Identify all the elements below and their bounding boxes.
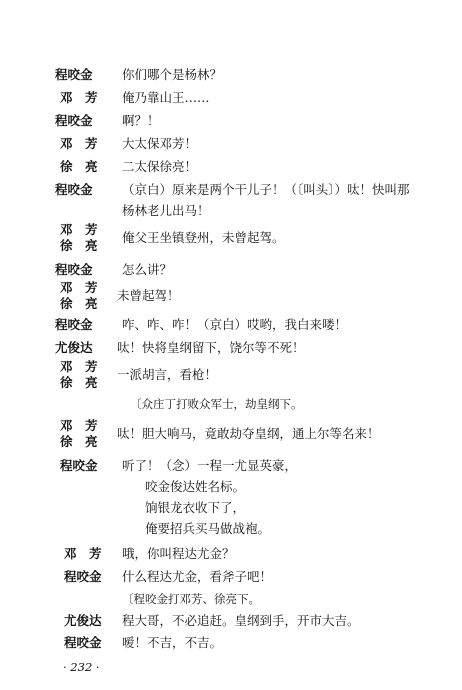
speaker-deng-fang: 邓 芳 [60,280,98,295]
dialogue-line: 啊？！ [122,113,160,128]
verse-line: 饷银龙衣收下了， [145,500,246,515]
speaker-cheng-yaojin: 程咬金 [55,113,93,128]
dialogue-line: 大太保邓芳！ [122,136,198,151]
speaker-deng-fang: 邓 芳 [64,546,102,561]
dialogue-line: 你们哪个是杨林？ [122,67,223,82]
speaker-xu-liang: 徐 亮 [60,375,98,390]
dialogue-continuation: 杨林老儿出马！ [122,203,210,218]
dialogue-line: 一派胡言，看枪！ [117,367,218,382]
dialogue-line: 呔！快将皇纲留下，饶尔等不死！ [117,340,305,355]
dialogue-line: 什么程达尤金，看斧子吧！ [122,569,273,584]
dialogue-line: （京白）原来是两个干儿子！（〔叫头〕）呔！快叫那 [122,182,410,197]
speaker-cheng-yaojin: 程咬金 [55,182,93,197]
speaker-deng-fang: 邓 芳 [60,90,98,105]
verse-line: 咬金俊达姓名标。 [145,479,246,494]
speaker-you-junda: 尤俊达 [55,340,93,355]
dialogue-line: 二太保徐亮！ [122,159,198,174]
dialogue-line: 俺乃靠山王…… [122,90,210,105]
page-number: · 232 · [63,660,100,674]
dialogue-line: 未曾起驾！ [117,288,180,303]
dialogue-line: 怎么讲？ [122,262,173,277]
verse-line: 俺要招兵买马做战袍。 [145,521,271,536]
stage-direction: 〔程咬金打邓芳、徐亮下。 [122,592,260,606]
speaker-xu-liang: 徐 亮 [60,434,98,449]
speaker-cheng-yaojin: 程咬金 [55,317,93,332]
speaker-cheng-yaojin: 程咬金 [55,67,93,82]
speaker-xu-liang: 徐 亮 [60,159,98,174]
dialogue-line: 呔！胆大响马，竟敢劫夺皇纲，通上尔等名来！ [117,426,380,441]
speaker-cheng-yaojin: 程咬金 [64,635,102,650]
speaker-deng-fang: 邓 芳 [60,136,98,151]
speaker-deng-fang: 邓 芳 [60,222,98,237]
stage-direction: 〔众庄丁打败众军士，劫皇纲下。 [130,397,303,411]
speaker-deng-fang: 邓 芳 [60,418,98,433]
speaker-cheng-yaojin: 程咬金 [60,458,98,473]
speaker-cheng-yaojin: 程咬金 [55,262,93,277]
dialogue-line: 嗳！不吉，不吉。 [122,635,223,650]
speaker-cheng-yaojin: 程咬金 [64,569,102,584]
dialogue-line: 听了！（念）一程一尤显英豪， [122,458,298,473]
dialogue-line: 程大哥，不必追赶。皇纲到手，开市大吉。 [122,613,360,628]
dialogue-line: 哦，你叫程达尤金？ [122,546,235,561]
speaker-xu-liang: 徐 亮 [60,296,98,311]
dialogue-line: 咋、咋、咋！（京白）哎哟，我白来喽！ [122,317,348,332]
speaker-deng-fang: 邓 芳 [60,359,98,374]
speaker-you-junda: 尤俊达 [64,613,102,628]
speaker-xu-liang: 徐 亮 [60,238,98,253]
dialogue-line: 俺父王坐镇登州，未曾起驾。 [122,230,285,245]
